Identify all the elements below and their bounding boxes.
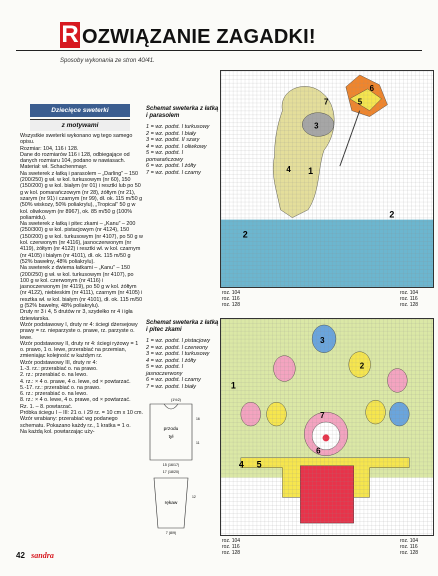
magazine-brand: sandra	[31, 551, 54, 560]
chart1-label-2a: 2	[242, 229, 248, 240]
legend-item: 1 = wz. podst. I pistacjowy	[146, 338, 211, 344]
diagram-dim-side: 11	[196, 441, 200, 445]
chart2-label-3: 3	[320, 335, 325, 345]
page-title: OZWIĄZANIE ZAGADKI!	[82, 26, 316, 48]
chart2-legend	[146, 320, 220, 390]
instruction-paragraph: 2. rz.: przerabiać o. na lewo.	[20, 372, 88, 379]
chart2-legend-list	[146, 338, 220, 390]
page-subtitle: Sposoby wykonania ze stron 40/41.	[60, 58, 155, 64]
diagram-dim-width: 15 (16/17)	[162, 463, 180, 467]
instruction-paragraph: 6. rz.: przerabiać o. na lewo.	[20, 391, 88, 398]
chart2-legend-title: Schemat sweterka z łatką i pitec zkami	[146, 320, 219, 333]
instruction-paragraph: Wzór wrabiany: przerabiać wg podanego schematu. Pokazano każdy rz., 1 kratka = 1 o.	[20, 416, 131, 429]
chart2-left-sizes: roz. 104 roz. 116 roz. 128	[222, 538, 241, 556]
diagram-label-sleeve: rękaw	[164, 501, 178, 506]
chart1-label-5: 5	[357, 97, 363, 107]
chart1-legend-title: Schemat sweterka z łatką i parasolem	[146, 106, 219, 119]
section-title: Dziecięce sweterki	[30, 104, 130, 117]
instruction-paragraph: Na sweterek z łatką i pitec zkami – „Kanu” – 200 (250/300) g w kol. pistacjowym (nr 4124), 150 (150/200) g w kol. turkusowym (nr 4107), po 50 g w kol. czerwonym (nr 4116), jasnoczerwonym (nr 4119), żółtym (nr 4122) i resztki wł. w kol. czarnym (nr 4105) i białym (nr 4101), dł. ok. 115 m/50 g (52% bawełny, 48% poliakrylu).	[20, 221, 143, 265]
chart1-label-4: 4	[286, 165, 291, 175]
legend-item: 3 = wz. podst. I turkusowy	[146, 351, 210, 357]
chart1-label-3: 3	[314, 121, 319, 131]
instruction-paragraph: Na sweterek z dwiema łatkami – „Kanu” – 150 (200/250) g wł. w kol. turkusowym (nr 4107), po 100 g w kol. czerwonym (nr 4116) i jasnoczerwonym (nr 4119), po 50 g w kol. żółtym (nr 4122), niebieskim (nr 4111), czarnym (nr 4105) i resztka wł. w kol. białym (nr 4101), dł. ok. 115 m/50 g (52% bawełny, 48% poliakrylu).	[20, 265, 143, 310]
legend-item: 6 = wz. podst. I żółty	[146, 163, 196, 169]
instruction-paragraph: Rz. 1. – 8. powtarzać.	[20, 403, 73, 410]
page-number: 42	[16, 551, 25, 560]
chart1-label-1: 1	[308, 166, 314, 177]
instruction-paragraph: 4. rz.: × 4 o. prawe, 4 o. lewe, od × powtarzać.	[20, 378, 131, 385]
chart1-legend-list	[146, 124, 220, 176]
instruction-paragraph: Na każdą kol. powtarzając uży-	[20, 428, 95, 435]
chart2-label-1: 1	[230, 380, 236, 391]
chart2-label-6: 6	[316, 446, 321, 456]
legend-item: 2 = wz. podst. I czerwony	[146, 344, 208, 351]
title-initial: R	[61, 21, 79, 48]
legend-item: 2 = wz. podst. I biały	[146, 130, 196, 137]
instruction-paragraph: Wzór podstawowy III, druty nr 4:	[20, 359, 97, 366]
instructions-column	[16, 104, 144, 536]
chart2-right-sizes: roz. 104 roz. 116 roz. 128	[400, 538, 419, 556]
chart2-label-4: 4	[238, 459, 244, 470]
chart1-label-7: 7	[324, 97, 329, 107]
chart1-legend	[146, 106, 220, 176]
instruction-paragraph: Druty nr 3 i 4, 5 drutów nr 3, szydełko nr 4 i igła dziewiarska.	[20, 309, 133, 322]
diagram-dim-width-2: 17 (18/20)	[162, 470, 180, 474]
instructions-text	[20, 133, 144, 435]
title-rule	[16, 50, 422, 51]
legend-item: 3 = wz. podst. II szary	[146, 137, 200, 143]
chart1-left-sizes: roz. 104 roz. 116 roz. 128	[222, 290, 241, 308]
instruction-paragraph: Wzór podstawowy I, druty nr 4: ściegi dżersejowy prawy = rz. nieparzyste o. prawe, rz. parzyste o. lewe.	[20, 321, 138, 341]
legend-item: 5 = wz. podst. I jasnoczerwony	[146, 364, 184, 377]
instruction-paragraph: 1.-3. rz.: przerabiać o. na prawo.	[20, 365, 98, 372]
page-heading	[60, 22, 316, 48]
instruction-paragraph: Próbka ściegu I – III: 21 o. i 29 rz. = 10 cm x 10 cm.	[20, 410, 143, 417]
section-subtitle: z motywami	[30, 119, 130, 131]
chart2-clown-pattern	[220, 318, 434, 536]
legend-item: 7 = wz. podst. I biały	[146, 383, 196, 390]
chart1-label-2b: 2	[389, 209, 395, 220]
instruction-paragraph: 5.-17. rz.: przerabiać o. na prawo.	[20, 384, 101, 391]
chart1-umbrella-pattern	[220, 70, 434, 288]
diagram-dim-armhole: 16	[196, 417, 200, 421]
diagram-dim-sleeve: 12	[192, 495, 196, 499]
chart2-label-7: 7	[320, 411, 325, 421]
diagram-dim-cuff: 7 (8/9)	[165, 531, 177, 535]
instruction-paragraph: Wszystkie sweterki wykonano wg tego samego opisu.	[20, 133, 133, 146]
instruction-paragraph: Rozmiar: 104, 116 i 128.	[20, 145, 79, 152]
instruction-paragraph: Dane do rozmiarów 116 i 128, odbiegające od danych rozmiaru 104, podano w nawiasach.	[20, 151, 130, 165]
instruction-paragraph: Materiał: wł. Schachenmayr.	[20, 164, 88, 171]
chart2-label-5: 5	[256, 459, 262, 470]
page-footer	[16, 551, 54, 560]
chart1-label-6: 6	[369, 83, 375, 93]
legend-item: 4 = wz. podst. I żółty	[146, 357, 196, 364]
legend-item: 7 = wz. podst. I czarny	[146, 169, 201, 176]
instruction-paragraph: Na sweterek z łatką i parasolem – „Darling” – 150 (200/250) g wł. w kol. turkusowym (nr 60), 150 (150/200) g w kol. białym (nr 01) i resztki lub po 50 g w kol. pomarańczowym (nr 28), żółtym (nr 21), szarym (nr 91) i czarnym (nr 99), dł. ok. 115 m/50 g (50% wiskozy, 50% poliakrylu), „Tropical” 50 g w kol. oliwkowym (nr 8967), ok. 85 m/50 g (100% poliamidu).	[20, 170, 143, 221]
diagram-label-front: przodu	[163, 427, 179, 432]
legend-item: 5 = wz. podst. I pomarańczowy	[146, 150, 184, 163]
diagram-dim-neck: (1½2)	[171, 398, 181, 402]
chart2-label-2: 2	[359, 361, 365, 371]
legend-item: 1 = wz. podst. I turkusowy	[146, 124, 210, 130]
instruction-paragraph: 8. rz.: × 4 o. lewe, 4 o. prawe, od × powtarzać.	[20, 397, 131, 404]
chart1-right-sizes: roz. 104 roz. 116 roz. 128	[400, 290, 419, 308]
diagram-label-back: tył	[168, 435, 174, 440]
sweater-measurement-diagram	[146, 398, 220, 538]
instruction-paragraph: Wzór podstawowy II, druty nr 4: ściegi ryżowy = 1 o. prawo, 1 o. lewe, przerabiać na przemian, zmieniając kolejność w każdym rz.	[20, 340, 139, 360]
legend-item: 6 = wz. podst. I czarny	[146, 377, 201, 383]
legend-item: 4 = wz. podst. I oliwkowy	[146, 143, 207, 150]
